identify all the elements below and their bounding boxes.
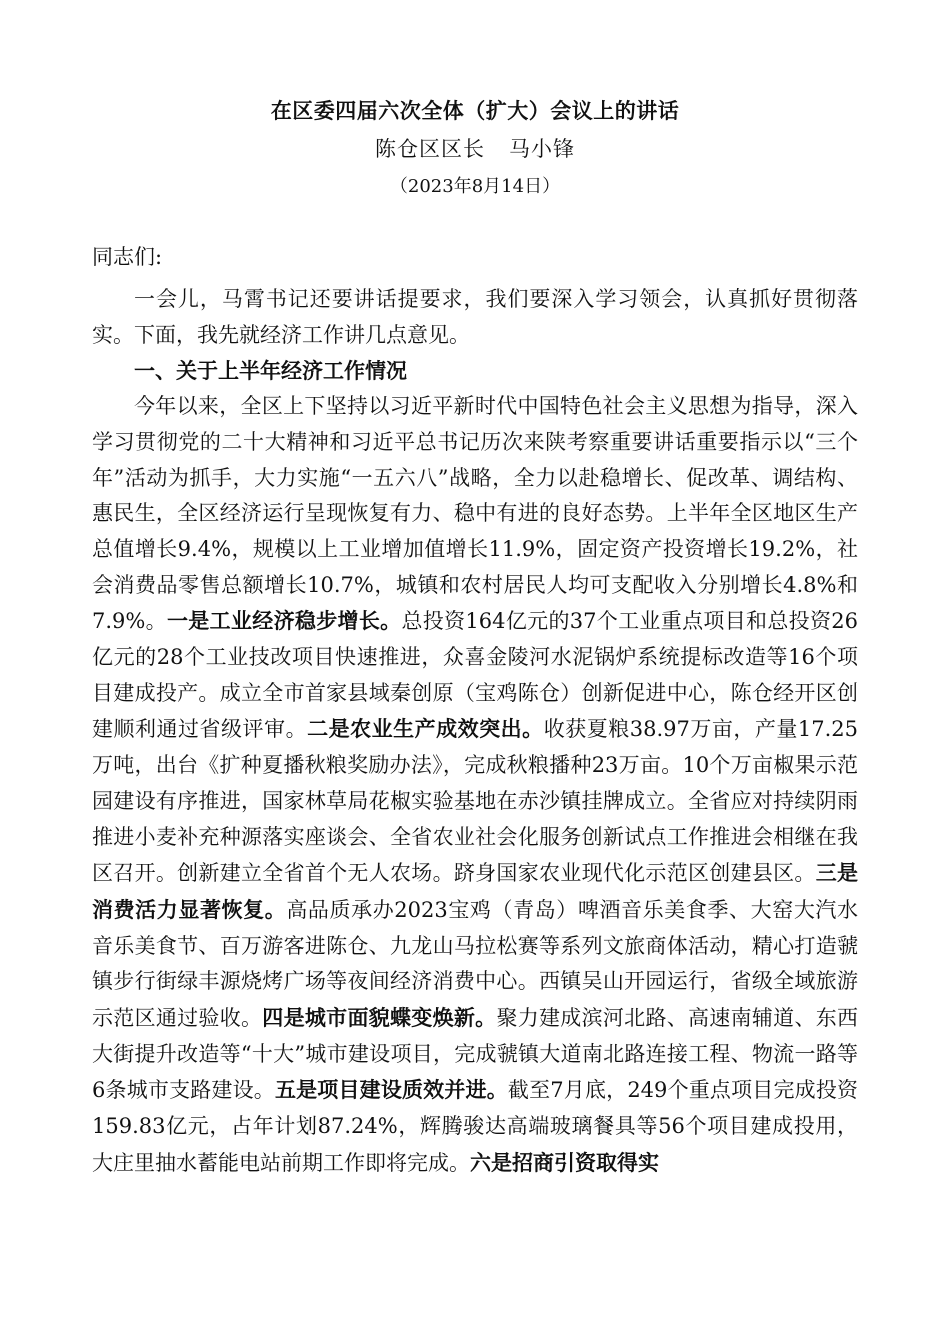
document-body: [92, 282, 858, 1182]
section-heading: 一、关于上半年经济工作情况: [134, 358, 407, 384]
salutation: 同志们:: [92, 245, 163, 269]
bold-highlight: 一是工业经济稳步增长。: [166, 608, 402, 634]
author-line: [0, 134, 950, 164]
bold-highlight: 二是农业生产成效突出。: [307, 716, 544, 742]
author-name: 马小锋: [509, 137, 575, 161]
text-run: 截至7月底，249个重点项目完成投资159.83亿元，占年计划87.24%，辉腾骏达高端玻璃餐具等56个项目建成投用，大庄里抽水蓄能电站前期工作即将完成。: [92, 1078, 858, 1175]
bold-highlight: 五是项目建设质效并进。: [274, 1077, 508, 1103]
text-run: 总投资164亿元的37个工业重点项目和总投资26亿元的28个工业技改项目快速推进，众喜金陵河水泥锅炉系统提标改造等16个项目建成投产。成立全市首家县域秦创原（宝鸡陈仓）创新促进中心，陈仓经开区创建顺利通过省级评审。: [92, 609, 858, 742]
text-run: 高品质承办2023宝鸡（青岛）啤酒音乐美食季、大窑大汽水音乐美食节、百万游客进陈仓、九龙山马拉松赛等系列文旅商体活动，精心打造虢镇步行街绿丰源烧烤广场等夜间经济消费中心。西镇吴山开园运行，省级全域旅游示范区通过验收。: [92, 897, 859, 1031]
bold-highlight: 四是城市面貌蝶变焕新。: [262, 1005, 497, 1031]
text-run: 聚力建成滨河北路、高速南辅道、东西大街提升改造等“十大”城市建设项目，完成虢镇大道南北路连接工程、物流一路等6条城市支路建设。: [92, 1006, 859, 1103]
text-run: 收获夏粮38.97万亩，产量17.25万吨，出台《扩种夏播秋粮奖励办法》，完成秋粮播种23万亩。10个万亩椒果示范园建设有序推进，国家林草局花椒实验基地在赤沙镇挂牌成立。全省应对持续阴雨推进小麦补充种源落实座谈会、全省农业社会化服务创新试点工作推进会相继在我区召开。创新建立全省首个无人农场。跻身国家农业现代化示范区创建县区。: [92, 717, 859, 886]
intro-paragraph: 一会儿，马霄书记还要讲话提要求，我们要深入学习领会，认真抓好贯彻落实。下面，我先就经济工作讲几点意见。: [92, 287, 858, 347]
section-paragraph: [92, 389, 858, 1181]
document-title: 在区委四届六次全体（扩大）会议上的讲话: [270, 98, 680, 123]
bold-highlight: 三是消费活力显著恢复。: [92, 860, 859, 922]
speech-date: （2023年8月14日）: [389, 176, 561, 197]
text-run: 今年以来，全区上下坚持以习近平新时代中国特色社会主义思想为指导，深入学习贯彻党的二十大精神和习近平总书记历次来陕考察重要讲话重要指示以“三个年”活动为抓手，大力实施“一五六八”战略，全力以赴稳增长、促改革、调结构、惠民生，全区经济运行呈现恢复有力、稳中有进的良好态势。上半年全区地区生产总值增长9.4%，规模以上工业增加值增长11.9%，固定资产投资增长19.2%，社会消费品零售总额增长10.7%，城镇和农村居民人均可支配收入分别增长4.8%和7.9%。: [92, 394, 858, 634]
bold-highlight: 六是招商引资取得实: [470, 1149, 659, 1175]
author-position: 陈仓区区长: [375, 137, 485, 161]
